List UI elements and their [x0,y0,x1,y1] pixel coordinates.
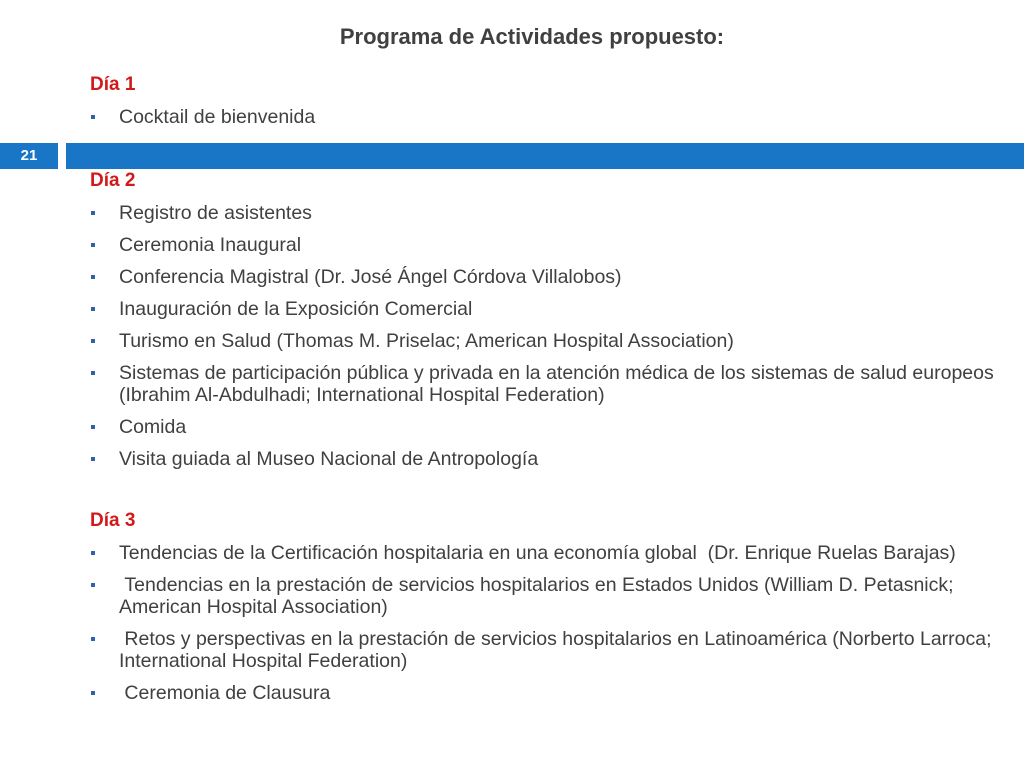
day-2-list [90,202,1008,480]
page-number-badge: 21 [0,143,58,169]
day-heading: Día 1 [90,74,136,95]
list-item: Cocktail de bienvenida [90,106,1008,128]
bullet-icon [91,551,95,555]
list-item: Sistemas de participación pública y privada en la atención médica de los sistemas de salud europeos (Ibrahim Al-Abdulhadi; International Hospital Federation) [90,362,1008,406]
list-item: Comida [90,416,1008,438]
bullet-icon [91,307,95,311]
bullet-icon [91,243,95,247]
list-item: Turismo en Salud (Thomas M. Priselac; American Hospital Association) [90,330,1008,352]
bullet-icon [91,371,95,375]
list-item: Ceremonia Inaugural [90,234,1008,256]
list-item: Retos y perspectivas en la prestación de servicios hospitalarios en Latinoamérica (Norberto Larroca; International Hospital Federation) [90,628,1008,672]
bullet-icon [91,583,95,587]
bullet-icon [91,457,95,461]
day-3-list [90,542,1008,714]
list-item: Tendencias en la prestación de servicios hospitalarios en Estados Unidos (William D. Petasnick; American Hospital Association) [90,574,1008,618]
list-item: Inauguración de la Exposición Comercial [90,298,1008,320]
bullet-icon [91,425,95,429]
bullet-icon [91,637,95,641]
bullet-icon [91,339,95,343]
bullet-icon [91,115,95,119]
list-item: Visita guiada al Museo Nacional de Antropología [90,448,1008,470]
bullet-icon [91,275,95,279]
day-heading: Día 3 [90,510,136,531]
list-item: Registro de asistentes [90,202,1008,224]
list-item: Tendencias de la Certificación hospitalaria en una economía global (Dr. Enrique Ruelas Barajas) [90,542,1008,564]
list-item: Conferencia Magistral (Dr. José Ángel Córdova Villalobos) [90,266,1008,288]
bullet-icon [91,691,95,695]
accent-band [66,143,1024,169]
bullet-icon [91,211,95,215]
list-item: Ceremonia de Clausura [90,682,1008,704]
slide-title: Programa de Actividades propuesto: [339,24,725,49]
day-1-list [90,106,1008,138]
day-heading: Día 2 [90,170,136,191]
